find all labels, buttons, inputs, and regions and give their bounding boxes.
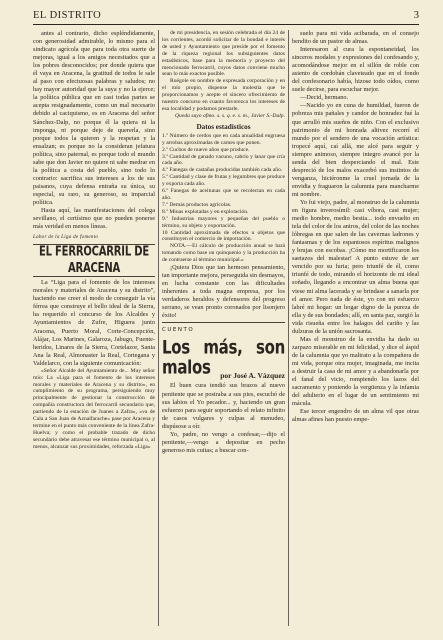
stats-item: 5.º Cantidad y clase de frutas y legumbres que produce y exporta cada año.: [162, 174, 285, 188]
stats-item: 4.º Fanegas de castañas producidas también cada año.: [162, 167, 283, 174]
paragraph: Ese tercer engendro de un alma vil que otras almas afines han puesto empe-: [292, 408, 419, 424]
column-2: [162, 30, 285, 626]
stats-title: Datos estadísticos: [196, 122, 251, 131]
letter-paragraph: «Señor Alcalde del Ayuntamiento de... Muy señor mío: La «Liga para el fomento de los intereses morales y materiales de Aracena y su distrito», en cumplimiento de su programa, persiguiendo muy principalmente de gestionar la construcción de compañía constructora del ferrocarril secundario que, partiendo de la estación de Juanes a Zafra», «va de Cala a San Juan de Aznalfarache» pase por Aracena y termine en el punto más conveniente de la línea Zafra-Huelva; y como el probable trazado de dicho secundario debe atravesar ese término municipal o, al menos, alcanzar sus proximidades, reforzada «Liga»: [33, 367, 155, 450]
paragraph: antes al contrario, dicho espléndidamente, con generosidad admirable, lo mismo para el sindicato agrícola que para toda otra suerte de mejoras, igual a los amigos necesitados que a los pobres desconocidos; por donde quiera que él vaya en Aracena, la gratitud de todos le sale al paso con efectuosas palabras y saludos; no hay mayor autoridad que la suya y no la ejerce; la política pública que en casi todas partes se acepta resignadamente, como un mal necesario debido al caciquismo, es en Aracena del señor Sánchez-Dalp, no porque él la quiera ni la imponga, ni porque deje de quererla, sino porque todos la quieren y la respetan y la ensalzan; es porque no la consideran jefatura política, sino paternal, es porque todo el mundo sabe que don Javier no quiere ni sabe medrar en la política a costa del pueblo, sino todo lo contrario: sacrifica sus intereses a los de sus paisanos, cuya defensa entraña su única, su especial, su raro, su generoso, su imparcial política.: [33, 30, 155, 206]
paragraph: suelo para mi vida acibarada, en el consejo bendito de un pastor de almas.: [292, 30, 419, 46]
stats-item: 8.º Minas explotadas y en explotación.: [162, 208, 249, 215]
paragraph: Yo fui viejo, padre, al monstruo de la calumnia en figura inverosímil: casi víbora, casi mujer; medio hombre, medio bestia... todo envuelto en tela del color de los antros, del color de las noches lóbregas en que salen de las cavernas ladrones y fantasmas y de los espantosos espíritus malignos y brujas con escobas. ¡Cómo me mortificaron los saetazos del malestar! A punto estuve de ser vencido por su furia; pero triunfé de él, como triunfé de todo, mirando el horizonte de mi ideal soñado, llegando a encontrar un alma buena que viese mi alma lacerada y se brindase a sanarla por el amor. Pero nada de éste, yo con mi esfuerzo labré mi hogar: un hogar digno de la pureza de ella y de sus bondades; allí, en santa paz, surgió la vida risueña entre los halagos del cariño y las dulzuras de la unión sacrosanta.: [292, 198, 419, 335]
column-3: [292, 30, 419, 626]
section-rule: [162, 322, 285, 323]
paragraph: —Nacido yo en cuna de humildad, fueron de pobreza mis pañales y candor de honradez fué la que arrulló mis sueños de niño. Con el exclusivo patrimonio de mi honrada altivez recorrí el mundo por el sendero de una vocación artística: tropecé aquí, caí allá, me alcé para seguir y siempre animoso, siempre integro avancé por la senda del bien desperciando el mal. Este despreció de los malos exacerbó sus instintos de venganza, hiciéronme la cruel jornada de la envidia y fraguaron la calumnia para mancharme mi nombre.: [292, 102, 419, 198]
paragraph: El buen cura tendió sus brazos al nuevo penitente que se postraba a sus pies, escuchó de sus labios el Yo pecador... y, haciendo un gran esfuerzo para seguir soportando el relato infinito de casos vulgares y culpas al menudeo, dispúsose a oír.: [162, 382, 285, 430]
story-byline: por José A. Vázquez: [220, 371, 285, 381]
stats-item: 9.º Industrias mayores y pequeñas del pueblo o término, su objeto y exportación.: [162, 215, 285, 229]
letter-signature: Queda suyo afmo. s. s. q. e. s. m., Javier S.-Dalp.: [175, 112, 285, 119]
stats-item: 10 Cantidad aproximada de efectos u objetos que constituyen el comercio de importación.: [162, 229, 285, 243]
paragraph: La “Liga para el fomento de los intereses morales y materiales de Aracena y su distrito”, haciendo ese creer el modo de conseguir la vía férrea que construye el bello ideal de la Sierra, ha requerido el concurso de los Alcaldes y Ayuntamientos de Zufre, Higuera junto Aracena, Puerto Moral, Corte-Concepción, Alájar, Los Marines, Galaroza, Jabugo, Fuente-heridos, Linares de la Sierra, Cortelazor, Santa Ana la Real, Almonaster la Real, Cortegana y Valdelarco, con la siguiente comunicación:: [33, 279, 155, 367]
column-divider: [158, 30, 159, 626]
stats-note: NOTA.—El cálculo de producción anual se hará tomando como base un quinquenio y la producción ha de contraerse al término municipal.»: [162, 243, 285, 264]
letter-paragraph: de mi presidencia, en sesión celebrada el día 24 de los corrientes, acordó solicitar de la bondad e interés de usted y Ayuntamiento que preside por el fomento de la riqueza regional los subsiguientes datos estadísticos, base para la memoria y proyecto del mencionado ferrocarril, cuyos datos conviene mucho sean lo más exactos posible.: [162, 30, 285, 78]
page-header: [33, 10, 419, 24]
paragraph: Interesaron al cura la espontaneidad, los sinceros modales y expresiones del confesando y, acomodándose mejor en el sillón de roble con asiento de cordobán claveteado que en el fondo del confesonario había, hizose todo oídos, como suele decirse, para escuchar mejor.: [292, 46, 419, 94]
stats-list: [162, 133, 285, 244]
stats-item: 2.º Cuchos de nueve años que produce.: [162, 146, 250, 153]
section-label: Labor de la Liga de fomento: [33, 235, 99, 241]
stats-item: 1.º Número de cerdos que en cada anualidad engruesa y arrobas aproximadas de carnes que ponen.: [162, 132, 285, 146]
page-number: 3: [413, 10, 419, 21]
newspaper-title: EL DISTRITO: [33, 10, 102, 21]
paragraph: Hasta aquí, las manifestaciones del colega sevillano, el certísimo que no pueden ponerse más veridad en menos líneas.: [33, 207, 155, 231]
article-headline: EL FERROCARRIL DE ARACENA: [38, 245, 150, 277]
story-label: CUENTO: [162, 327, 195, 334]
paragraph: ¡Quiera Dios que tan hermoso pensamiento, tan importante mejora, perseguida sin desmayos, en lucha constante con las dificultades inherentes a toda magna empresa, por los verdaderos heraldos y defensores del progreso serrano, se vean pronto coronados por lisonjero éxito!: [162, 264, 285, 320]
stats-item: 6.º Fanegas de aceitunas que se recolectan en cada año.: [162, 188, 285, 201]
column-divider: [288, 30, 289, 626]
paragraph: Yo, padre, no vengo a confesar,—dijo el penitente,—vengo a depositar en pecho generoso mis cuitas; a buscar con-: [162, 430, 285, 454]
paragraph: —Decid, hermano.: [300, 94, 349, 102]
paragraph: Mas el monstruo de la envidia ha dado su zarpazo miserable en mi felicidad, y dice el áspid de la calumnia que yo maltrato a la compañera de mi vida, porque otra mujer, imaginada, me incita a destruir la casa de mi amor y a abandonarla por el fanal del vicio, rompiendo los lazos del sacramento y poniendo la vergüenza y la infamia del adulterio en el lugar de un sentimiento mi mácula.: [292, 335, 419, 408]
header-rule: [33, 24, 419, 25]
stats-item: 3.º Cantidad de ganado vacuno, cabrío y lanar que cría cada año.: [162, 153, 285, 167]
letter-paragraph: Ruégole en nombre de expresada corporación y en el mío propio, dispense la molestia que le proporcionamos y acepte el sincero ofrecimiento de nuestro concurso en cuanto favorezca los intereses de esa localidad y podamos prestarle.: [162, 78, 285, 112]
stats-item: 7.º Demás productos agrícolas.: [162, 201, 232, 208]
column-1: [33, 30, 155, 626]
story-title: Los más, son malos: [162, 336, 285, 379]
